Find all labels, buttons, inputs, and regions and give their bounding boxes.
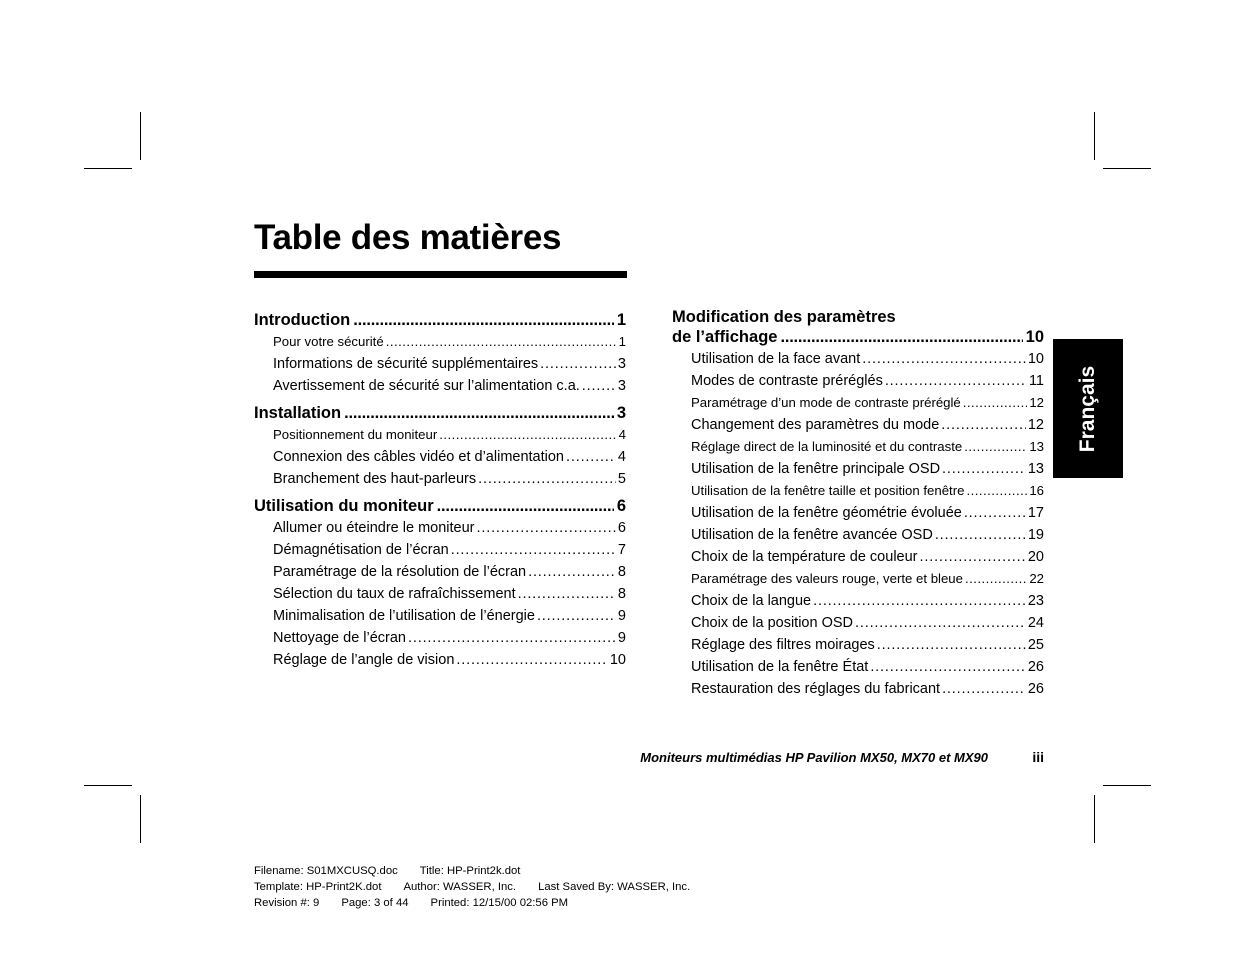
toc-entry-page: 23	[1027, 593, 1044, 609]
dot-leader	[963, 392, 1028, 414]
toc-entry-text: Utilisation de la fenêtre géométrie évoluée	[691, 505, 962, 521]
toc-entry-page: 4	[617, 449, 626, 465]
dot-leader	[477, 517, 616, 539]
crop-mark	[1103, 168, 1151, 169]
toc-entry[interactable]	[273, 561, 626, 583]
toc-entry-text: Choix de la langue	[691, 593, 812, 609]
toc-entry[interactable]	[273, 649, 626, 671]
toc-entry[interactable]	[273, 446, 626, 468]
toc-section	[672, 309, 1044, 700]
dot-leader	[518, 583, 616, 605]
meta-filename: Filename: S01MXCUSQ.doc	[254, 865, 398, 877]
language-tab-label: Français	[1076, 365, 1100, 452]
toc-section-title: Introduction	[254, 311, 351, 329]
toc-entry[interactable]	[273, 539, 626, 561]
document-metadata	[254, 863, 712, 911]
toc-entry[interactable]	[691, 392, 1044, 414]
dot-leader	[942, 458, 1026, 480]
toc-section-page: 10	[1025, 328, 1044, 346]
dot-leader	[386, 331, 617, 353]
toc-entry-text: Allumer ou éteindre le moniteur	[273, 520, 475, 536]
toc-entry[interactable]	[691, 436, 1044, 458]
dot-leader	[437, 495, 614, 517]
toc-entry-page: 8	[617, 586, 626, 602]
toc-section-page: 6	[616, 497, 626, 515]
dot-leader	[862, 348, 1026, 370]
meta-page: Page: 3 of 44	[341, 897, 409, 909]
toc-entry[interactable]	[273, 605, 626, 627]
toc-left-column	[254, 309, 626, 676]
toc-section	[254, 402, 626, 490]
toc-entry[interactable]	[691, 634, 1044, 656]
dot-leader	[439, 424, 616, 446]
toc-entry-page: 13	[1029, 439, 1044, 454]
toc-entry-text: Paramétrage des valeurs rouge, verte et bleue	[691, 571, 963, 586]
toc-entry-page: 7	[617, 542, 626, 558]
toc-entry-text: Sélection du taux de rafraîchissement	[273, 586, 516, 602]
toc-entry-text: Pour votre sécurité	[273, 334, 384, 349]
meta-title: Title: HP-Print2k.dot	[419, 865, 521, 877]
toc-entry-text: Réglage de l’angle de vision	[273, 652, 455, 668]
toc-entry-page: 9	[617, 630, 626, 646]
toc-entry[interactable]	[691, 458, 1044, 480]
toc-entry-text: Paramétrage de la résolution de l’écran	[273, 564, 527, 580]
dot-leader	[965, 568, 1027, 590]
toc-entry-page: 1	[618, 334, 626, 349]
toc-section-title: Installation	[254, 404, 342, 422]
toc-entry-page: 20	[1027, 549, 1044, 565]
toc-entry-text: Connexion des câbles vidéo et d’alimentation	[273, 449, 564, 465]
toc-entry-page: 10	[609, 652, 626, 668]
toc-entry-text: Modes de contraste préréglés	[691, 373, 883, 389]
toc-entry[interactable]	[691, 568, 1044, 590]
toc-section-page: 3	[616, 404, 626, 422]
toc-entry[interactable]	[273, 468, 626, 490]
dot-leader	[780, 326, 1022, 348]
toc-section-heading[interactable]	[254, 495, 626, 517]
dot-leader	[964, 436, 1027, 458]
toc-entry-page: 3	[617, 356, 626, 372]
crop-mark	[84, 785, 132, 786]
toc-entry[interactable]	[691, 348, 1044, 370]
toc-entry[interactable]	[273, 583, 626, 605]
toc-entry-page: 12	[1029, 395, 1044, 410]
toc-entry-page: 26	[1027, 681, 1044, 697]
toc-entry-page: 16	[1029, 483, 1044, 498]
dot-leader	[451, 539, 616, 561]
toc-entry[interactable]	[691, 590, 1044, 612]
toc-entry[interactable]	[691, 480, 1044, 502]
toc-entry-text: Utilisation de la fenêtre État	[691, 659, 869, 675]
toc-entry[interactable]	[691, 414, 1044, 436]
toc-entry-page: 11	[1028, 373, 1044, 389]
dot-leader	[813, 590, 1026, 612]
toc-entry-text: Paramétrage d’un mode de contraste préréglé	[691, 395, 961, 410]
toc-entry-page: 6	[617, 520, 626, 536]
footer-title: Moniteurs multimédias HP Pavilion MX50, MX70 et MX90	[640, 750, 988, 765]
toc-entry[interactable]	[273, 353, 626, 375]
toc-entry-text: Utilisation de la face avant	[691, 351, 861, 367]
toc-entry-text: Positionnement du moniteur	[273, 427, 438, 442]
toc-entry[interactable]	[273, 517, 626, 539]
dot-leader	[478, 468, 616, 490]
toc-entry-page: 9	[617, 608, 626, 624]
toc-entry-text: Utilisation de la fenêtre principale OSD	[691, 461, 941, 477]
dot-leader	[877, 634, 1026, 656]
page-number: iii	[1032, 749, 1044, 765]
toc-section-title-line1[interactable]: Modification des paramètres	[672, 308, 896, 326]
toc-entry[interactable]	[691, 546, 1044, 568]
toc-section-page: 1	[616, 311, 626, 329]
toc-entry-list	[672, 348, 1044, 700]
toc-entry[interactable]	[273, 627, 626, 649]
page-title: Table des matières	[254, 218, 562, 257]
dot-leader	[964, 502, 1026, 524]
dot-leader	[582, 375, 616, 397]
dot-leader	[353, 309, 614, 331]
toc-entry-text: Choix de la position OSD	[691, 615, 853, 631]
meta-last-saved: Last Saved By: WASSER, Inc.	[538, 881, 691, 893]
dot-leader	[920, 546, 1026, 568]
toc-entry-list	[254, 424, 626, 490]
toc-entry-page: 22	[1029, 571, 1044, 586]
toc-entry[interactable]	[273, 424, 626, 446]
toc-entry-text: Branchement des haut-parleurs	[273, 471, 477, 487]
dot-leader	[537, 605, 616, 627]
toc-entry-text: Informations de sécurité supplémentaires	[273, 356, 539, 372]
toc-entry-text: Utilisation de la fenêtre taille et position fenêtre	[691, 483, 965, 498]
toc-entry-text: Démagnétisation de l’écran	[273, 542, 449, 558]
meta-printed: Printed: 12/15/00 02:56 PM	[430, 897, 569, 909]
toc-entry[interactable]	[273, 331, 626, 353]
crop-mark	[140, 795, 141, 843]
toc-section-heading[interactable]	[672, 326, 1044, 348]
toc-entry-page: 8	[617, 564, 626, 580]
dot-leader	[935, 524, 1026, 546]
dot-leader	[870, 656, 1026, 678]
toc-entry-page: 13	[1027, 461, 1044, 477]
meta-author: Author: WASSER, Inc.	[403, 881, 517, 893]
toc-section-heading[interactable]	[254, 309, 626, 331]
toc-entry-page: 5	[617, 471, 626, 487]
dot-leader	[885, 370, 1027, 392]
toc-entry-page: 25	[1027, 637, 1044, 653]
dot-leader	[540, 353, 616, 375]
language-tab	[1053, 339, 1123, 478]
toc-entry-page: 17	[1027, 505, 1044, 521]
dot-leader	[528, 561, 616, 583]
toc-entry-text: Restauration des réglages du fabricant	[691, 681, 941, 697]
toc-entry-page: 3	[617, 378, 626, 394]
crop-mark	[1094, 112, 1095, 160]
toc-entry-page: 10	[1027, 351, 1044, 367]
toc-entry[interactable]	[691, 656, 1044, 678]
dot-leader	[966, 480, 1027, 502]
toc-entry[interactable]	[691, 502, 1044, 524]
toc-entry-page: 12	[1027, 417, 1044, 433]
toc-entry-text: Réglage des filtres moirages	[691, 637, 875, 653]
dot-leader	[344, 402, 614, 424]
toc-section-title: Utilisation du moniteur	[254, 497, 434, 515]
toc-entry-text: Minimalisation de l’utilisation de l’énergie	[273, 608, 535, 624]
toc-entry-page: 24	[1027, 615, 1044, 631]
crop-mark	[84, 168, 132, 169]
toc-entry-text: Utilisation de la fenêtre avancée OSD	[691, 527, 933, 543]
toc-entry-text: Réglage direct de la luminosité et du contraste	[691, 439, 963, 454]
toc-entry[interactable]	[691, 524, 1044, 546]
toc-entry-page: 19	[1027, 527, 1044, 543]
dot-leader	[855, 612, 1026, 634]
toc-entry-list	[254, 517, 626, 671]
crop-mark	[1094, 795, 1095, 843]
meta-revision: Revision #: 9	[254, 897, 320, 909]
toc-entry-text: Choix de la température de couleur	[691, 549, 918, 565]
toc-entry[interactable]	[273, 375, 626, 397]
toc-section-heading[interactable]	[254, 402, 626, 424]
toc-entry[interactable]	[691, 678, 1044, 700]
crop-mark	[140, 112, 141, 160]
dot-leader	[408, 627, 616, 649]
dot-leader	[942, 678, 1026, 700]
dot-leader	[566, 446, 616, 468]
toc-entry[interactable]	[691, 370, 1044, 392]
toc-entry-text: Nettoyage de l’écran	[273, 630, 406, 646]
title-rule	[254, 271, 627, 278]
toc-section-title-line2: de l’affichage	[672, 328, 778, 346]
toc-entry-list	[254, 331, 626, 397]
toc-right-column	[672, 309, 1044, 705]
toc-section	[254, 309, 626, 397]
toc-section	[254, 495, 626, 671]
toc-entry-text: Avertissement de sécurité sur l’alimentation c.a.	[273, 378, 580, 394]
dot-leader	[941, 414, 1026, 436]
crop-mark	[1103, 785, 1151, 786]
toc-entry-page: 26	[1027, 659, 1044, 675]
meta-template: Template: HP-Print2K.dot	[254, 881, 382, 893]
toc-entry-page: 4	[618, 427, 626, 442]
toc-entry-text: Changement des paramètres du mode	[691, 417, 940, 433]
toc-entry[interactable]	[691, 612, 1044, 634]
dot-leader	[456, 649, 607, 671]
